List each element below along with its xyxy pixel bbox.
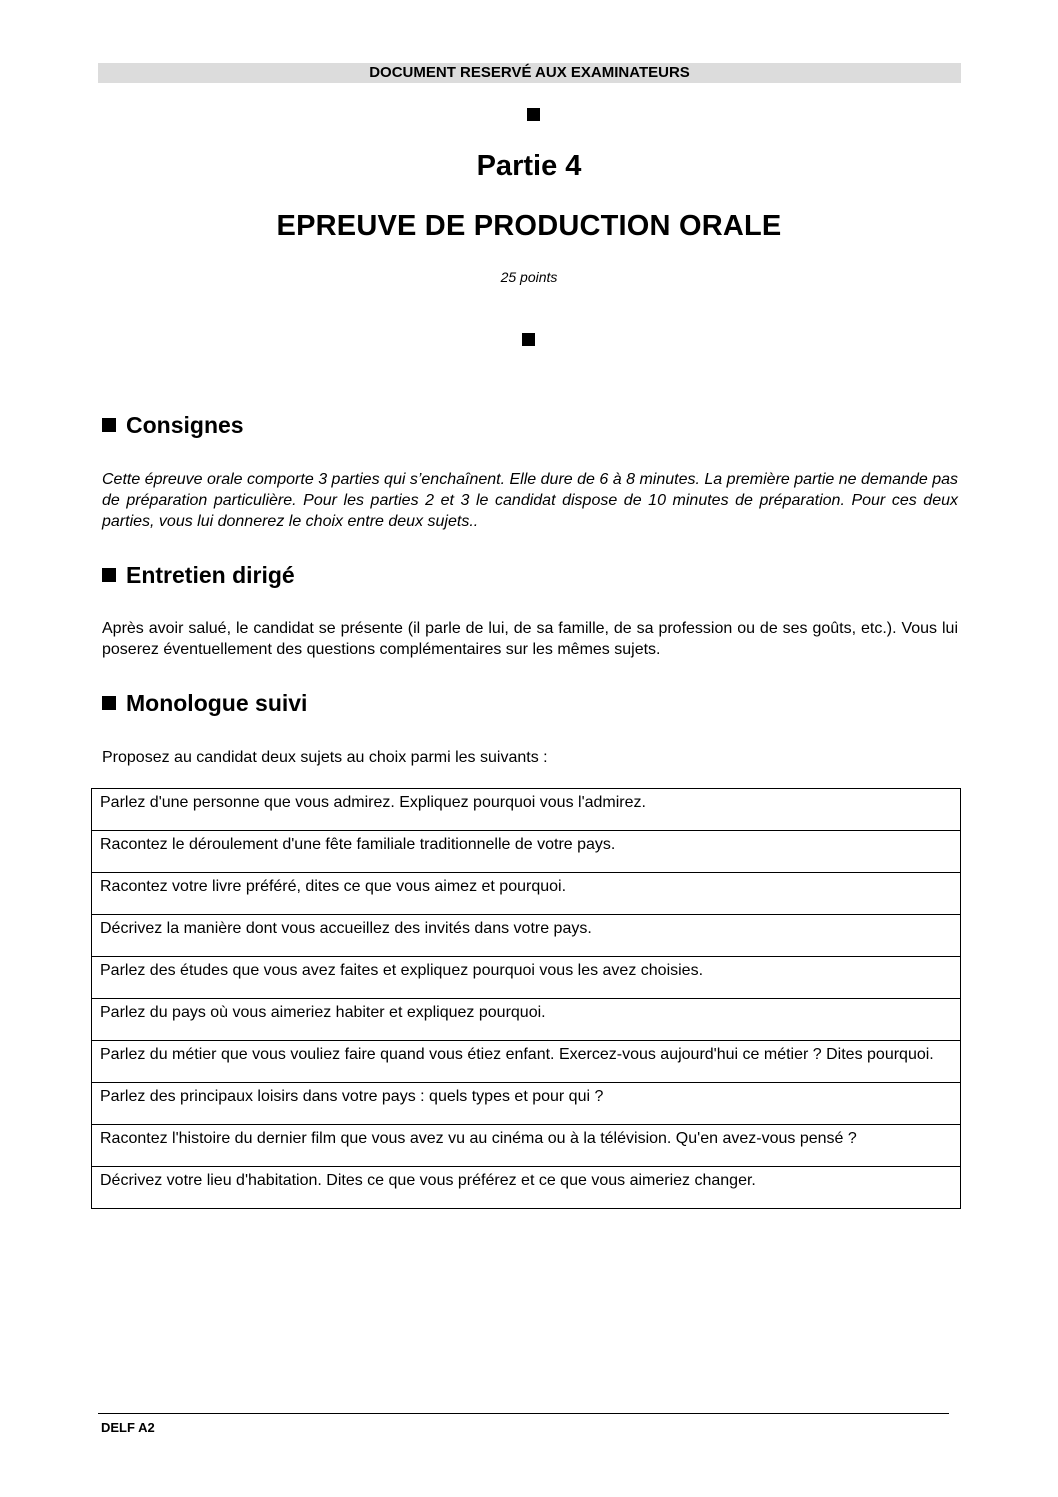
topic-cell: Parlez d'une personne que vous admirez. Expliquez pourquoi vous l'admirez. bbox=[92, 789, 961, 831]
table-row bbox=[92, 1125, 961, 1167]
topic-cell: Parlez des études que vous avez faites et expliquez pourquoi vous les avez choisies. bbox=[92, 957, 961, 999]
entretien-text: Après avoir salué, le candidat se présente (il parle de lui, de sa famille, de sa profession ou de ses goûts, etc.). Vous lui poserez éventuellement des questions complémentaires sur les mêmes sujets. bbox=[102, 620, 958, 658]
table-row bbox=[92, 999, 961, 1041]
square-bullet-icon bbox=[102, 568, 116, 582]
topic-cell: Racontez l'histoire du dernier film que vous avez vu au cinéma ou à la télévision. Qu'en avez-vous pensé ? bbox=[92, 1125, 961, 1167]
topic-cell: Racontez le déroulement d'une fête familiale traditionnelle de votre pays. bbox=[92, 831, 961, 873]
topic-cell: Parlez du pays où vous aimeriez habiter et expliquez pourquoi. bbox=[92, 999, 961, 1041]
table-row bbox=[92, 915, 961, 957]
square-bullet-icon bbox=[102, 418, 116, 432]
square-bullet-icon bbox=[522, 333, 535, 346]
section-heading-entretien bbox=[102, 561, 295, 589]
monologue-intro: Proposez au candidat deux sujets au choix parmi les suivants : bbox=[102, 749, 548, 766]
table-row bbox=[92, 1083, 961, 1125]
points-label: 25 points bbox=[500, 269, 558, 285]
examiner-banner: DOCUMENT RESERVÉ AUX EXAMINATEURS bbox=[98, 63, 961, 83]
topic-cell: Parlez des principaux loisirs dans votre pays : quels types et pour qui ? bbox=[92, 1083, 961, 1125]
table-row bbox=[92, 957, 961, 999]
table-row bbox=[92, 1041, 961, 1083]
table-row bbox=[92, 1167, 961, 1209]
topic-cell: Parlez du métier que vous vouliez faire quand vous étiez enfant. Exercez-vous aujourd'hui ce métier ? Dites pourquoi. bbox=[92, 1041, 961, 1083]
topic-cell: Décrivez la manière dont vous accueillez des invités dans votre pays. bbox=[92, 915, 961, 957]
heading-text: Monologue suivi bbox=[126, 690, 308, 716]
heading-text: Consignes bbox=[126, 412, 244, 438]
footer-divider bbox=[98, 1413, 949, 1414]
footer-label: DELF A2 bbox=[101, 1420, 155, 1435]
page-title: EPREUVE DE PRODUCTION ORALE bbox=[276, 210, 782, 242]
topics-table bbox=[91, 788, 961, 1209]
heading-text: Entretien dirigé bbox=[126, 562, 295, 588]
square-bullet-icon bbox=[527, 108, 540, 121]
topic-cell: Décrivez votre lieu d'habitation. Dites ce que vous préférez et ce que vous aimeriez changer. bbox=[92, 1167, 961, 1209]
square-bullet-icon bbox=[102, 696, 116, 710]
consignes-text: Cette épreuve orale comporte 3 parties qui s’enchaînent. Elle dure de 6 à 8 minutes. La première partie ne demande pas de préparation particulière. Pour les parties 2 et 3 le candidat dispose de 10 minutes de préparation. Pour ces deux parties, vous lui donnerez le choix entre deux sujets.. bbox=[102, 471, 958, 530]
section-heading-monologue bbox=[102, 689, 307, 717]
table-row bbox=[92, 831, 961, 873]
section-heading-consignes bbox=[102, 411, 244, 439]
table-row bbox=[92, 873, 961, 915]
part-title: Partie 4 bbox=[476, 150, 582, 182]
topic-cell: Racontez votre livre préféré, dites ce que vous aimez et pourquoi. bbox=[92, 873, 961, 915]
table-row bbox=[92, 789, 961, 831]
